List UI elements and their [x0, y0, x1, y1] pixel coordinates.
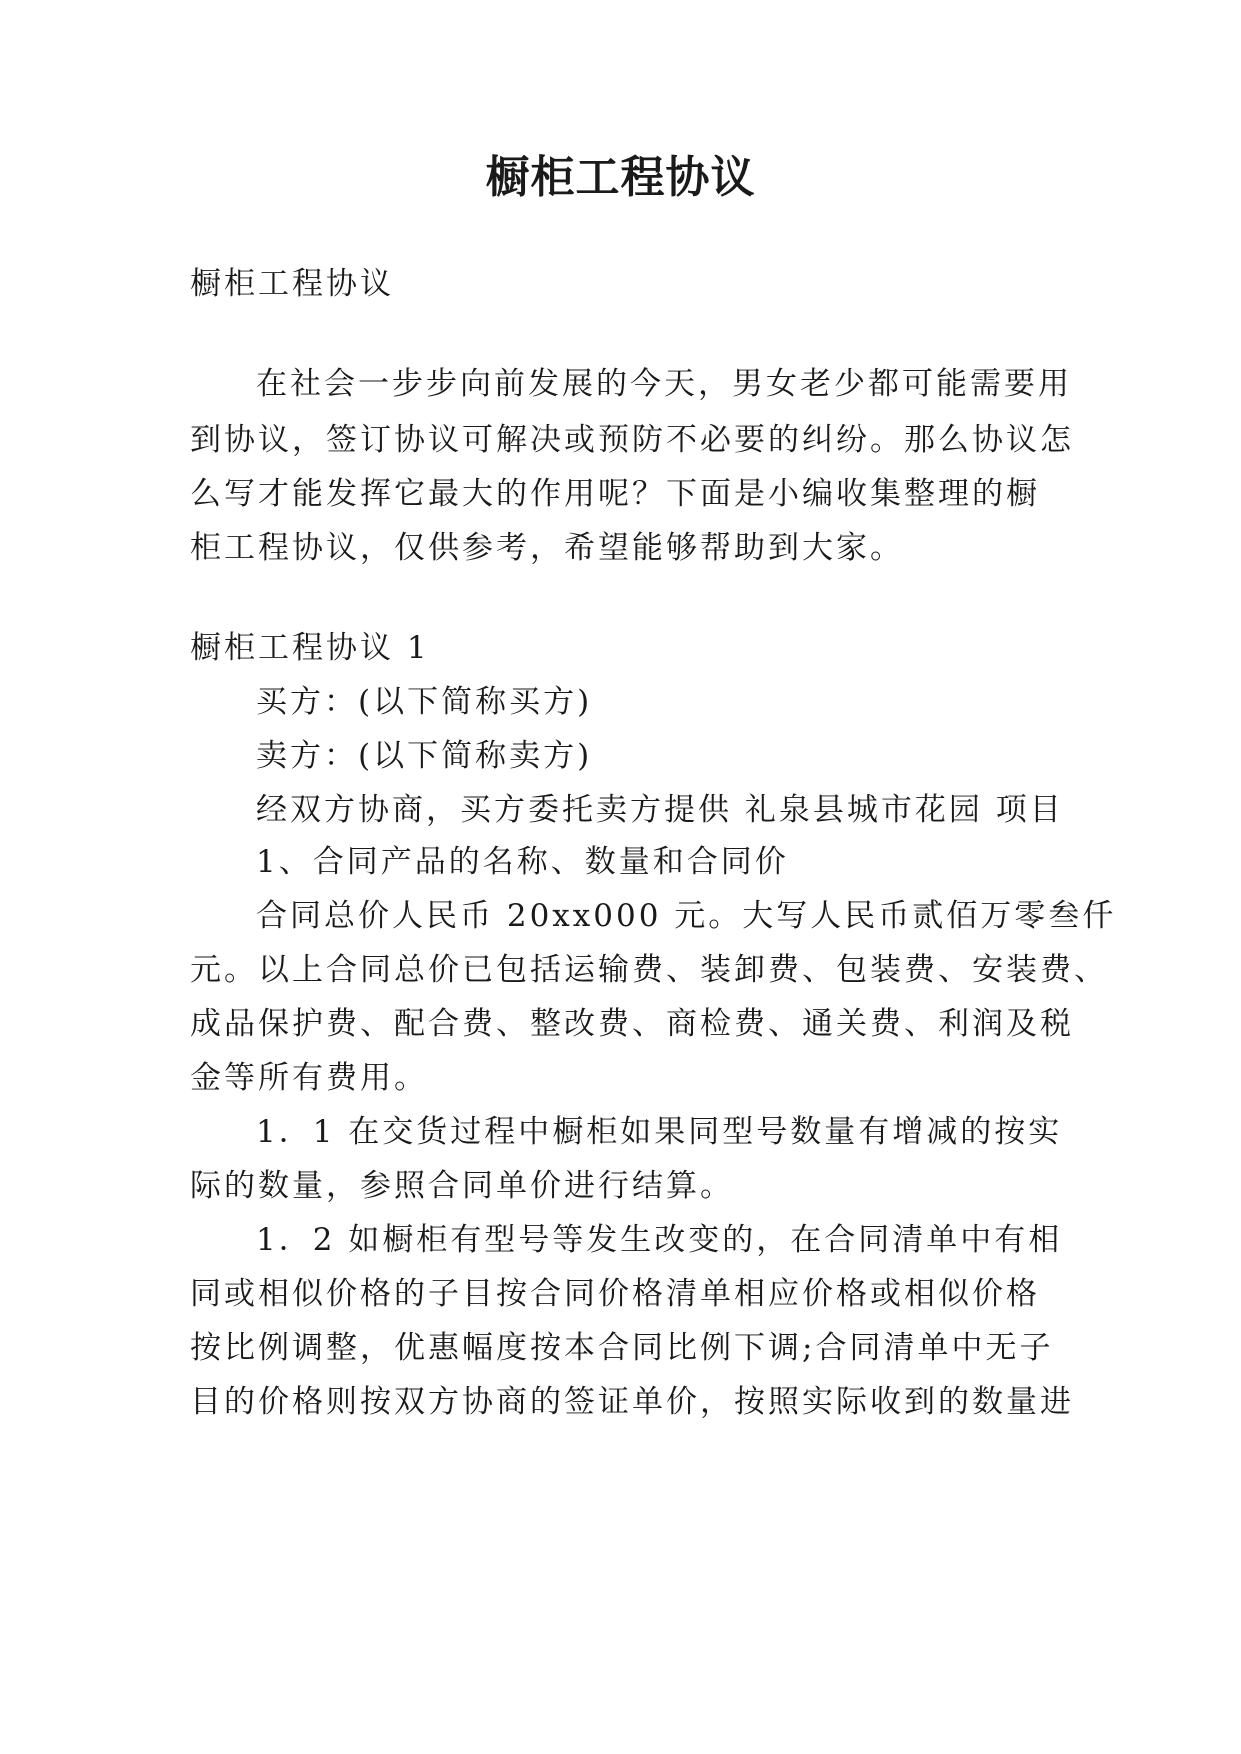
clause-1-2-line: 按比例调整，优惠幅度按本合同比例下调;合同清单中无子 — [190, 1330, 1054, 1366]
clause-1-heading: 1、合同产品的名称、数量和合同价 — [256, 844, 789, 880]
clause-1-2-line: 1．2 如橱柜有型号等发生改变的，在合同清单中有相 — [256, 1222, 1063, 1258]
clause-1-2-line: 同或相似价格的子目按合同价格清单相应价格或相似价格 — [190, 1276, 1040, 1312]
intro-line: 么写才能发挥它最大的作用呢？下面是小编收集整理的橱 — [190, 476, 1040, 512]
clause-1-2-line: 目的价格则按双方协商的签证单价，按照实际收到的数量进 — [190, 1384, 1074, 1420]
party-buyer: 买方：(以下简称买方) — [256, 684, 593, 720]
agreement-line: 经双方协商，买方委托卖方提供 礼泉县城市花园 项目 — [256, 792, 1064, 828]
party-seller: 卖方：(以下简称卖方) — [256, 738, 593, 774]
section-heading: 橱柜工程协议 1 — [190, 630, 430, 666]
clause-1-line: 金等所有费用。 — [190, 1060, 428, 1096]
clause-1-1-line: 际的数量，参照合同单价进行结算。 — [190, 1168, 734, 1204]
intro-line: 到协议，签订协议可解决或预防不必要的纠纷。那么协议怎 — [190, 422, 1074, 458]
document-title: 橱柜工程协议 — [485, 152, 756, 203]
intro-line: 在社会一步步向前发展的今天，男女老少都可能需要用 — [256, 366, 1072, 402]
clause-1-line: 成品保护费、配合费、整改费、商检费、通关费、利润及税 — [190, 1006, 1074, 1042]
clause-1-1-line: 1．1 在交货过程中橱柜如果同型号数量有增减的按实 — [256, 1114, 1063, 1150]
clause-1-line: 合同总价人民币 20xx000 元。大写人民币贰佰万零叁仟 — [256, 898, 1117, 934]
document-subtitle: 橱柜工程协议 — [190, 266, 394, 302]
intro-line: 柜工程协议，仅供参考，希望能够帮助到大家。 — [190, 530, 904, 566]
clause-1-line: 元。以上合同总价已包括运输费、装卸费、包装费、安装费、 — [190, 952, 1108, 988]
